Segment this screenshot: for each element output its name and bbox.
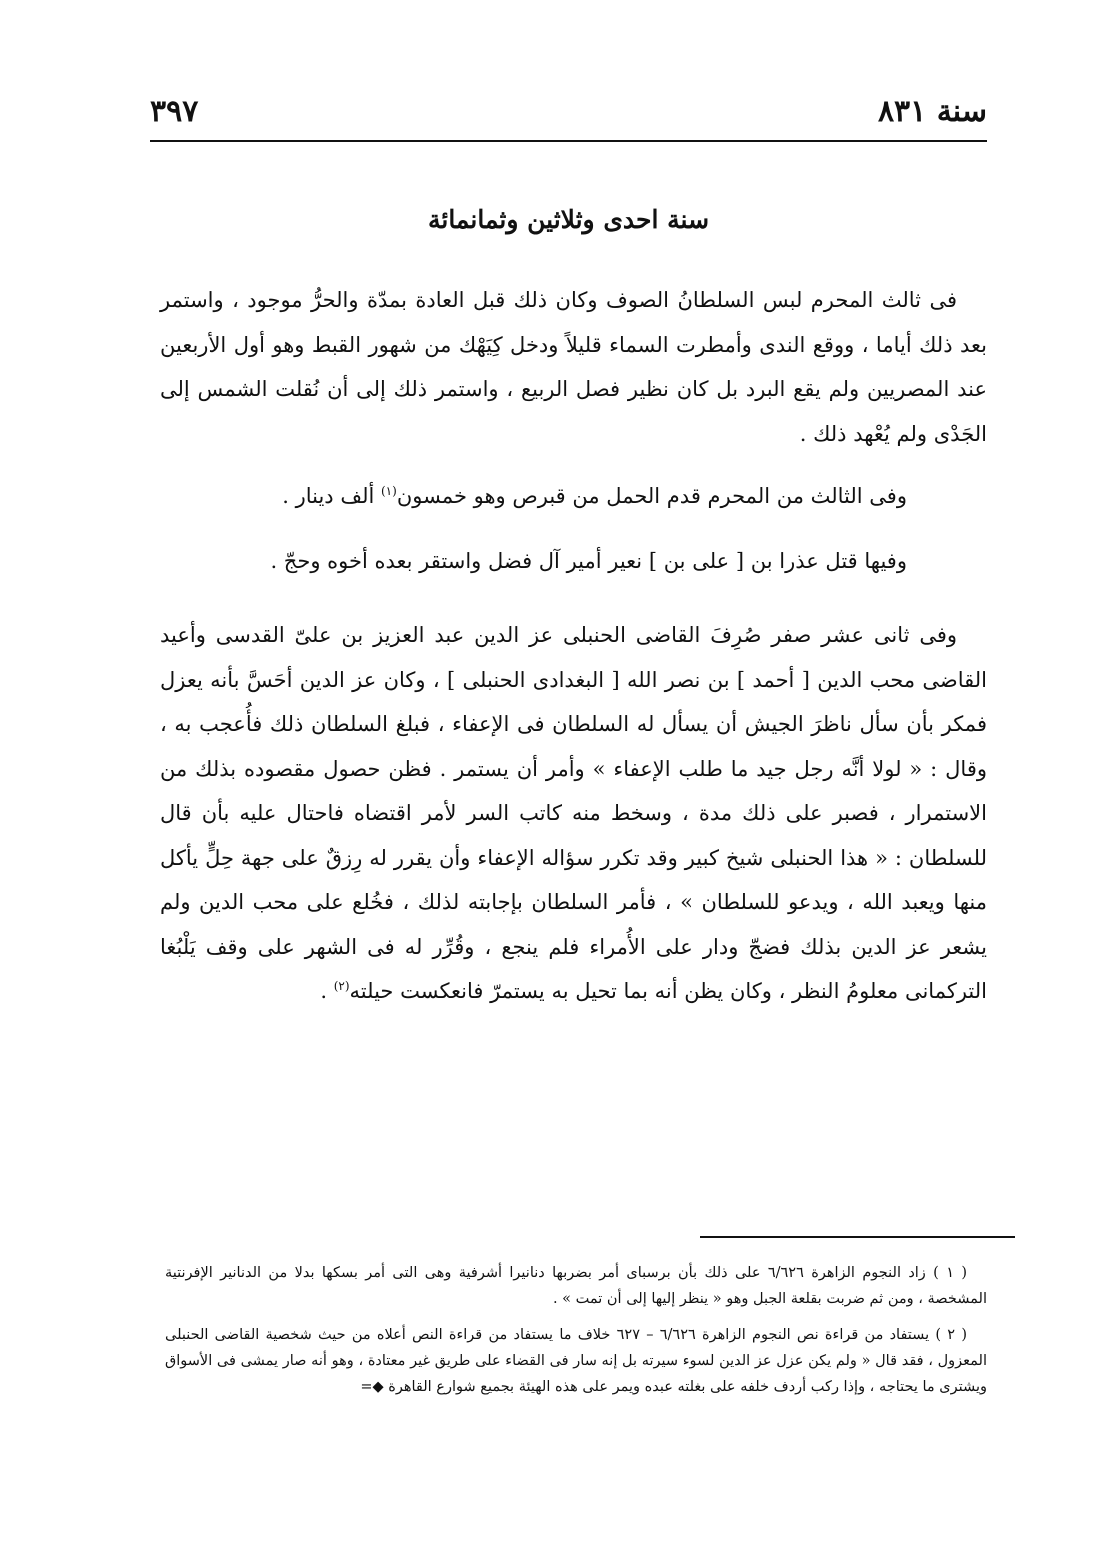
- footnote-1: ( ١ ) زاد النجوم الزاهرة ٦/٦٢٦ على ذلك بأن برسباى أمر بضربها دنانيرا أشرفية وهى التى أمر بسكها بدلا من الدنانير الإفرنتية المشخصة ، ومن ثم ضربت بقلعة الجبل وهو « ينظر إليها إلى أن تمت » .: [165, 1265, 987, 1307]
- paragraph-4-text-after: .: [320, 979, 334, 1003]
- paragraph-2: [160, 474, 987, 519]
- paragraph-1: فى ثالث المحرم لبس السلطانُ الصوف وكان ذلك قبل العادة بمدّة والحرُّ موجود ، واستمر بعد ذلك أياما ، ووقع الندى وأمطرت السماء قليلاً ودخل كِيَهْك من شهور القبط وهو أول الأربعين عند المصريين ولم يقع البرد بل كان نظير فصل الربيع ، واستمر ذلك إلى أن نُقلت الشمس إلى الجَدْى ولم يُعْهد ذلك .: [160, 288, 987, 446]
- body-text: [160, 278, 987, 1014]
- footnote-marker-1[interactable]: (١): [380, 484, 397, 498]
- running-head-year: سنة ٨٣١: [877, 94, 987, 129]
- paragraph-2-text-before: وفى الثالث من المحرم قدم الحمل من قبرص وهو خمسون: [396, 484, 907, 508]
- running-head: [150, 92, 987, 142]
- page-number: ٣٩٧: [150, 94, 199, 129]
- paragraph-4: [160, 613, 987, 1014]
- chapter-title: سنة احدى وثلاثين وثمانمائة: [427, 205, 710, 234]
- paragraph-3: وفيها قتل عذرا بن [ على بن ] نعير أمير آل فضل واستقر بعده أخوه وحجّ .: [270, 548, 907, 573]
- footnote-2: ( ٢ ) يستفاد من قراءة نص النجوم الزاهرة ٦/٦٢٦ – ٦٢٧ خلاف ما يستفاد من قراءة النص أعلاه من حيث شخصية القاضى الحنبلى المعزول ، فقد قال « ولم يكن عزل عز الدين لسوء سيرته بل إنه سار فى القضاء على طريق غير معتادة ، وهو أنه صار يمشى فى الأسواق ويشترى ما يحتاجه ، وإذا ركب أردف خلفه على بغلته عبده ويمر على هذه الهيئة بجميع شوارع القاهرة ◆=: [165, 1327, 987, 1395]
- footnotes: [165, 1260, 987, 1400]
- footnote-divider: [700, 1236, 1015, 1238]
- footnote-marker-2[interactable]: (٢): [333, 979, 350, 993]
- paragraph-4-text-before: وفى ثانى عشر صفر صُرِفَ القاضى الحنبلى عز الدين عبد العزيز بن علىّ القدسى وأعيد القاضى محب الدين [ أحمد ] بن نصر الله [ البغدادى الحنبلى ] ، وكان عز الدين أحَسَّ بأنه يعزل فمكر بأن سأل ناظرَ الجيش أن يسأل له السلطان فى الإعفاء ، فبلغ السلطان ذلك فأُعجب به ، وقال : « لولا أنَّه رجل جيد ما طلب الإعفاء » وأمر أن يستمر . فظن حصول مقصوده بذلك من الاستمرار ، فصبر على ذلك مدة ، وسخط منه كاتب السر لأمر اقتضاه فاحتال عليه بأن قال للسلطان : « هذا الحنبلى شيخ كبير وقد تكرر سؤاله الإعفاء وأن يقرر له رِزقٌ على جهة حِلٍّ يأكل منها ويعبد الله ، ويدعو للسلطان » ، فأمر السلطان بإجابته لذلك ، فخُلع على محب الدين ولم يشعر عز الدين بذلك فضجّ ودار على الأُمراء فلم ينجع ، وقُرِّر له فى الشهر على وقف يَلْبُغا التركمانى معلومُ النظر ، وكان يظن أنه بما تحيل به يستمرّ فانعكست حيلته: [160, 623, 988, 1003]
- paragraph-2-text-after: ألف دينار .: [282, 484, 381, 508]
